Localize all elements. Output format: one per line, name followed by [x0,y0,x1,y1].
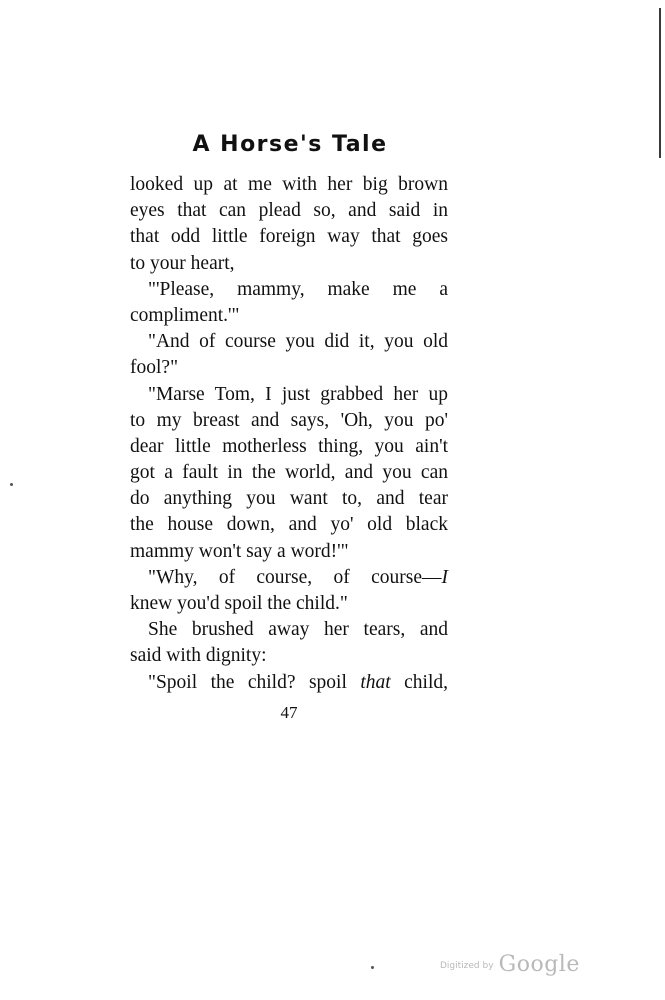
watermark-brand: Google [498,952,580,977]
text-line: to your heart, [130,252,235,274]
text-line: to my breast and says, 'Oh, you po' [130,409,448,431]
body-text [130,172,448,696]
text-line: the house down, and yo' old black [130,514,448,536]
running-head: A Horse's Tale [192,132,388,157]
text-line: knew you'd spoil the child." [130,593,348,614]
text-line: "Spoil the child? spoil that child, [148,671,448,693]
text-line: dear little motherless thing, you ain't [130,435,448,457]
scan-speck [10,483,13,486]
page-edge-line [659,8,661,158]
text-line: that odd little foreign way that goes [130,226,448,248]
text-line: mammy won't say a word!'" [130,540,349,562]
text-line: "'Please, mammy, make me a [148,278,448,300]
text-line: "And of course you did it, you old [148,331,448,353]
text-line: "Why, of course, of course—I [148,566,448,588]
text-line: eyes that can plead so, and said in [130,200,448,222]
text-line: compliment.'" [130,304,240,326]
watermark-prefix: Digitized by [440,961,494,971]
scan-speck [371,966,374,969]
text-line: "Marse Tom, I just grabbed her up [148,383,448,405]
text-line: got a fault in the world, and you can [130,462,448,484]
text-line: looked up at me with her big brown [130,174,448,195]
text-line: She brushed away her tears, and [148,619,448,641]
text-line: fool?" [130,357,179,379]
text-line: said with dignity: [130,645,267,667]
page-number: 47 [280,703,298,722]
digitization-watermark [440,952,580,977]
text-line: do anything you want to, and tear [130,488,448,510]
